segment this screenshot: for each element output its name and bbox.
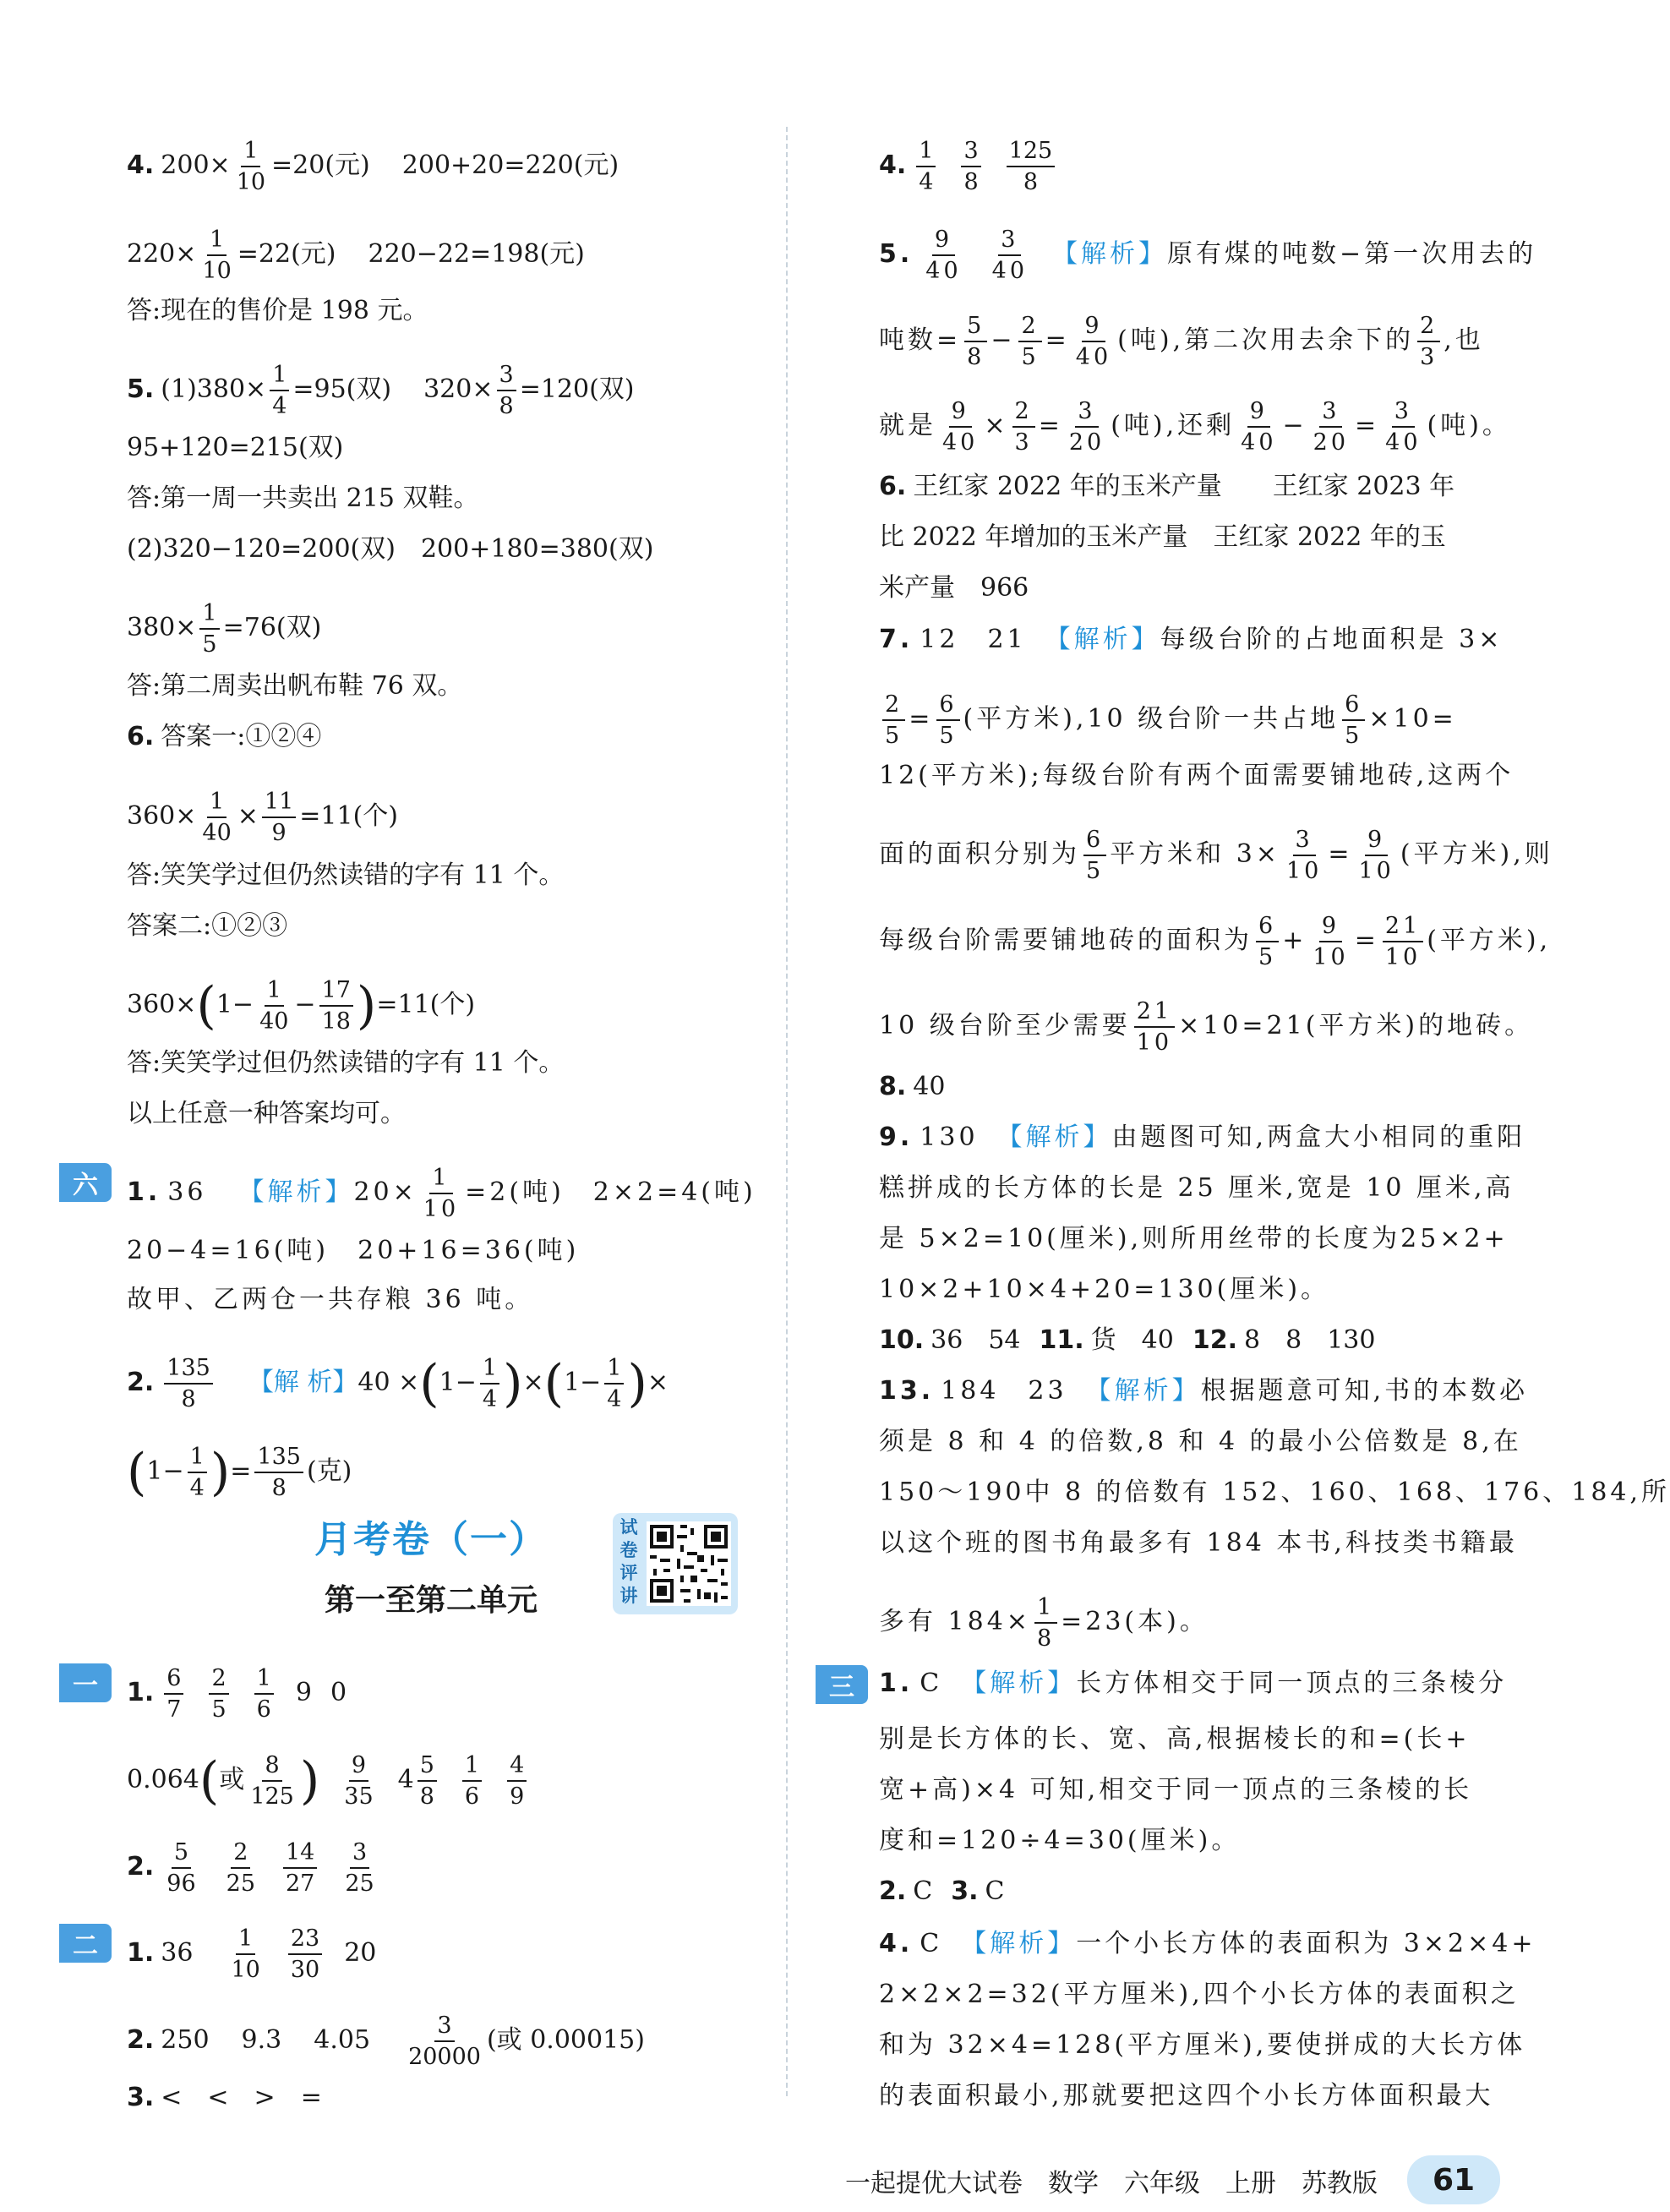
sec6-q2-line2: (1− $\frac{1}{4}$ )= $\frac{135}{8}$ (克) [127, 1443, 352, 1502]
fraction: $\frac{6}{5}$ [1083, 828, 1106, 882]
left-q4-line2: 220× $\frac{1}{10}$ =22(元) 220−22=198(元) [127, 227, 585, 284]
left-q6-title: 6. 答案一:①②④ [127, 722, 322, 751]
fraction: $\frac{4}{9}$ [507, 1754, 527, 1808]
left-q6-note: 以上任意一种答案均可。 [127, 1099, 406, 1128]
fraction: $\frac{9}{40}$ [925, 227, 962, 284]
right-q8: 8. 40 [879, 1072, 946, 1101]
fraction: $\frac{3}{20}$ [1313, 398, 1349, 456]
fraction: $\frac{3}{20}$ [1068, 398, 1105, 456]
fraction: $\frac{21}{10}$ [1134, 1000, 1175, 1054]
right-q9-line2: 糕拼成的长方体的长是 25 厘米,宽是 10 厘米,高 [879, 1173, 1514, 1203]
fraction: $\frac{1}{4}$ [188, 1445, 207, 1499]
fraction: $\frac{2}{3}$ [1417, 314, 1440, 369]
sec3-q4-line1: 4. C 【解析】一个小长方体的表面积为 3×2×4+ [879, 1929, 1536, 1958]
right-q7-line3: 12(平方米);每级台阶有两个面需要铺地砖,这两个 [879, 761, 1514, 790]
left-q4-answer: 答:现在的售价是 198 元。 [127, 296, 428, 325]
section-tab-3: 三 [816, 1665, 868, 1704]
page-number: 61 [1407, 2155, 1500, 2204]
fraction: $\frac{3}{8}$ [961, 139, 980, 194]
sec6-q2-line1: 2. $\frac{135}{8}$ 【解 析】40 ×(1− $\frac{1}{4}$ )×(1− $\frac{1}{4}$ )× [127, 1354, 669, 1413]
sec6-q1-line1: 1. 36 【解析】20× $\frac{1}{10}$ =2(吨) 2×2=4(吨) [127, 1165, 756, 1222]
fraction: $\frac{2}{5}$ [882, 693, 905, 747]
right-q13-line2: 须是 8 和 4 的倍数,8 和 4 的最小公倍数是 8,在 [879, 1427, 1522, 1456]
fraction: $\frac{1}{6}$ [462, 1754, 482, 1808]
sec3-q4-line3: 和为 32×4=128(平方厘米),要使拼成的大长方体 [879, 2030, 1526, 2060]
left-q6-answer2: 答:笑笑学过但仍然读错的字有 11 个。 [127, 1048, 565, 1078]
fraction: $\frac{1}{4}$ [604, 1357, 624, 1411]
fraction: $\frac{2}{5}$ [1018, 314, 1041, 369]
sec3-q4-line4: 的表面积最小,那就要把这四个小长方体面积最大 [879, 2081, 1494, 2111]
fraction: $\frac{6}{5}$ [1342, 693, 1365, 747]
qr-code-badge[interactable] [613, 1513, 738, 1614]
right-q13-line3: 150～190中 8 的倍数有 152、160、168、176、184,所 [879, 1477, 1670, 1507]
fraction: $\frac{9}{40}$ [1075, 313, 1112, 370]
qr-label: 试 卷 评 讲 [619, 1517, 638, 1606]
fraction: $\frac{9}{10}$ [1358, 827, 1394, 884]
fraction: $\frac{14}{27}$ [283, 1841, 317, 1895]
secA-q2: 2. $\frac{5}{96}$ $\frac{2}{25}$ $\frac{14}{27}$ $\frac{3}{25}$ [127, 1841, 380, 1895]
fraction: $\frac{3}{40}$ [991, 227, 1028, 284]
fraction: $\frac{6}{7}$ [164, 1667, 183, 1721]
left-q5-line2: 95+120=215(双) [127, 433, 344, 462]
fraction: $\frac{2}{5}$ [209, 1667, 228, 1721]
fraction: $\frac{1}{4}$ [916, 139, 936, 194]
right-q4: 4. $\frac{1}{4}$ $\frac{3}{8}$ $\frac{125}{8}$ [879, 139, 1058, 194]
secB-q1: 1. 36 $\frac{1}{10}$ $\frac{23}{30}$ 20 [127, 1925, 377, 1983]
book-title: 一起提优大试卷 数学 六年级 上册 苏教版 [845, 2169, 1378, 2198]
fraction: $\frac{1}{40}$ [202, 789, 232, 846]
fraction: $\frac{135}{8}$ [164, 1357, 213, 1411]
fraction: $\frac{2}{3}$ [1012, 400, 1035, 454]
right-q5-line2: 吨数= $\frac{5}{8}$ − $\frac{2}{5}$ = $\frac{9}{40}$ (吨),第二次用去余下的 $\frac{2}{3}$ ,也 [879, 313, 1484, 370]
fraction: $\frac{125}{8}$ [1007, 139, 1056, 194]
right-q7-line6: 10 级台阶至少需要 $\frac{21}{10}$ ×10=21(平方米)的地砖。 [879, 998, 1534, 1056]
fraction: $\frac{3}{25}$ [345, 1839, 374, 1897]
fraction: $\frac{1}{8}$ [1034, 1596, 1057, 1650]
fraction: $\frac{17}{18}$ [319, 979, 353, 1033]
fraction: $\frac{1}{10}$ [202, 227, 232, 284]
left-q5-line3: (2)320−120=200(双) 200+180=380(双) [127, 534, 654, 564]
right-q6-line3: 米产量 966 [879, 573, 1029, 603]
right-q13-line4: 以这个班的图书角最多有 184 本书,科技类书籍最 [879, 1528, 1518, 1558]
right-q9-line4: 10×2+10×4+20=130(厘米)。 [879, 1275, 1330, 1304]
right-q9-line3: 是 5×2=10(厘米),则所用丝带的长度为25×2+ [879, 1224, 1509, 1253]
sec6-q1-line3: 故甲、乙两仓一共存粮 36 吨。 [127, 1285, 534, 1314]
right-q7-line1: 7. 12 21 【解析】每级台阶的占地面积是 3× [879, 625, 1504, 654]
right-q10-12: 10. 36 54 11. 货 40 12. 8 8 130 [879, 1325, 1376, 1355]
fraction: $\frac{1}{10}$ [236, 138, 266, 195]
left-q5-line1: 5. (1)380× $\frac{1}{4}$ =95(双) 320× $\frac{3}{8}$ =120(双) [127, 362, 635, 419]
fraction: $\frac{135}{8}$ [254, 1445, 303, 1499]
left-q6-line2: 360×(1− $\frac{1}{40}$ − $\frac{17}{18}$ )=11(个) [127, 976, 476, 1035]
fraction: $\frac{1}{10}$ [231, 1925, 260, 1983]
sec3-q2-q3: 2. C 3. C [879, 1876, 1005, 1906]
fraction: $\frac{11}{9}$ [262, 790, 296, 844]
section-tab-6: 六 [59, 1163, 112, 1202]
right-q13-line1: 13. 184 23 【解析】根据题意可知,书的本数必 [879, 1376, 1529, 1406]
monthly-exam-title: 月考卷（一） [314, 1518, 548, 1561]
right-q13-line5: 多有 184× $\frac{1}{8}$ =23(本)。 [879, 1594, 1209, 1652]
right-q5-line1: 5. $\frac{9}{40}$ $\frac{3}{40}$ 【解析】原有煤的吨数−第一次用去的 [879, 227, 1537, 284]
fraction: $\frac{6}{5}$ [936, 693, 959, 747]
right-q6-line2: 比 2022 年增加的玉米产量 王红家 2022 年的玉 [879, 522, 1446, 552]
column-divider [786, 127, 788, 2096]
fraction: $\frac{1}{10}$ [423, 1165, 460, 1222]
sec3-q1-line3: 宽+高)×4 可知,相交于同一顶点的三条棱的长 [879, 1775, 1473, 1805]
sec3-q1-line1: 1. C 【解析】长方体相交于同一顶点的三条棱分 [879, 1669, 1508, 1698]
page-footer [845, 2147, 1575, 2212]
section-tab-1: 一 [59, 1663, 112, 1702]
right-q5-line3: 就是 $\frac{9}{40}$ × $\frac{2}{3}$ = $\frac{3}{20}$ (吨),还剩 $\frac{9}{40}$ − $\frac{3}{20}$ = $\frac{3}{40}$ (吨)。 [879, 398, 1511, 456]
secB-q2: 2. 250 9.3 4.05 $\frac{3}{20000}$ (或 0.00015) [127, 2013, 645, 2070]
fraction: $\frac{9}{40}$ [1241, 398, 1277, 456]
fraction: $\frac{23}{30}$ [288, 1927, 322, 1981]
left-q6-alt: 答案二:①②③ [127, 911, 288, 941]
sec3-q4-line2: 2×2×2=32(平方厘米),四个小长方体的表面积之 [879, 1980, 1520, 2009]
fraction: $\frac{9}{35}$ [344, 1752, 374, 1810]
fraction: $\frac{3}{8}$ [497, 363, 516, 418]
right-q7-line5: 每级台阶需要铺地砖的面积为 $\frac{6}{5}$ + $\frac{9}{10}$ = $\frac{21}{10}$ (平方米), [879, 913, 1552, 970]
secA-q1-line1: 1. $\frac{6}{7}$ $\frac{2}{5}$ $\frac{1}{6}$ 9 0 [127, 1665, 347, 1723]
right-q7-line4: 面的面积分别为 $\frac{6}{5}$ 平方米和 3× $\frac{3}{10}$ = $\frac{9}{10}$ (平方米),则 [879, 827, 1553, 884]
qr-code-icon [647, 1520, 731, 1608]
right-q7-line2: $\frac{2}{5}$ = $\frac{6}{5}$ (平方米),10 级台阶一共占地 $\frac{6}{5}$ ×10= [879, 693, 1457, 747]
sec3-q1-line2: 别是长方体的长、宽、高,根据棱长的和=(长+ [879, 1724, 1471, 1754]
section-tab-2: 二 [59, 1924, 112, 1963]
left-q5-answer2: 答:第二周卖出帆布鞋 76 双。 [127, 671, 463, 701]
right-q9-line1: 9. 130 【解析】由题图可知,两盒大小相同的重阳 [879, 1122, 1526, 1152]
fraction: $\frac{3}{40}$ [1385, 398, 1422, 456]
fraction: $\frac{9}{40}$ [942, 398, 979, 456]
fraction: $\frac{1}{6}$ [254, 1667, 274, 1721]
fraction: $\frac{21}{10}$ [1383, 915, 1423, 969]
left-q5-answer1: 答:第一周一共卖出 215 双鞋。 [127, 483, 479, 513]
fraction: $\frac{5}{8}$ [964, 314, 987, 369]
fraction: $\frac{2}{25}$ [226, 1839, 255, 1897]
sec3-q1-line4: 度和=120÷4=30(厘米)。 [879, 1826, 1241, 1855]
fraction: $\frac{5}{96}$ [166, 1839, 196, 1897]
secB-q3: 3. < < > = [127, 2083, 322, 2112]
fraction: $\frac{5}{8}$ [418, 1754, 437, 1808]
fraction: $\frac{3}{10}$ [1285, 827, 1323, 884]
fraction: $\frac{8}{125}$ [250, 1752, 294, 1810]
left-q4-line1: 4. 200× $\frac{1}{10}$ =20(元) 200+20=220(元) [127, 138, 619, 195]
fraction: $\frac{1}{4}$ [480, 1357, 499, 1411]
left-q6-line1: 360× $\frac{1}{40}$ × $\frac{11}{9}$ =11(个) [127, 789, 398, 846]
fraction: $\frac{3}{20000}$ [408, 2013, 481, 2070]
monthly-exam-subtitle: 第一至第二单元 [324, 1583, 538, 1618]
fraction: $\frac{1}{40}$ [259, 977, 289, 1035]
left-q6-answer1: 答:笑笑学过但仍然读错的字有 11 个。 [127, 860, 565, 890]
left-q5-line4: 380× $\frac{1}{5}$ =76(双) [127, 600, 322, 658]
fraction: $\frac{6}{5}$ [1256, 915, 1279, 969]
sec6-q1-line2: 20−4=16(吨) 20+16=36(吨) [127, 1236, 580, 1265]
fraction: $\frac{1}{4}$ [270, 363, 289, 418]
fraction: $\frac{1}{5}$ [199, 602, 219, 656]
secA-q1-line2: 0.064(或 $\frac{8}{125}$ ) $\frac{9}{35}$ 4 $\frac{5}{8}$ $\frac{1}{6}$ $\frac{4}{9}$ [127, 1754, 530, 1808]
right-q6-line1: 6. 王红家 2022 年的玉米产量 王红家 2023 年 [879, 472, 1455, 501]
fraction: $\frac{9}{10}$ [1313, 913, 1349, 970]
